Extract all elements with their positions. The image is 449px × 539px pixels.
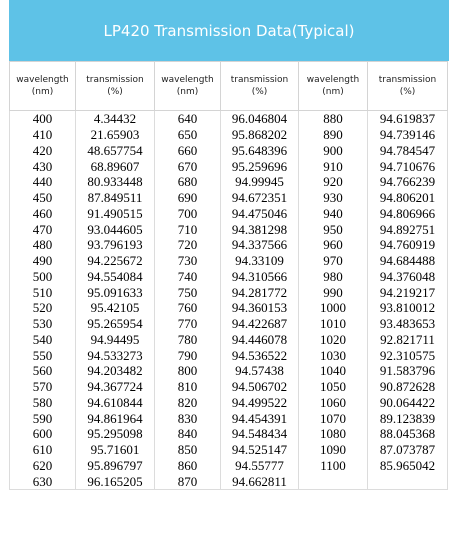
wavelength-cell: 580	[10, 395, 76, 411]
table-body	[10, 111, 448, 490]
header-transmission-1: transmission (%)	[76, 62, 155, 111]
wavelength-cell: 420	[10, 143, 76, 159]
wavelength-cell: 640	[155, 111, 221, 127]
wavelength-cell: 590	[10, 410, 76, 426]
wavelength-cell: 650	[155, 127, 221, 143]
table-row	[10, 221, 448, 237]
table-row	[10, 158, 448, 174]
wavelength-cell: 710	[155, 221, 221, 237]
page-title: LP420 Transmission Data(Typical)	[103, 21, 355, 40]
transmission-cell: 94.55777	[221, 458, 299, 474]
wavelength-cell: 810	[155, 379, 221, 395]
transmission-cell: 68.89607	[76, 158, 155, 174]
transmission-cell: 80.933448	[76, 174, 155, 190]
transmission-cell: 95.259696	[221, 158, 299, 174]
wavelength-cell: 480	[10, 237, 76, 253]
transmission-cell: 87.073787	[368, 442, 448, 458]
transmission-cell: 94.57438	[221, 363, 299, 379]
transmission-cell: 94.281772	[221, 284, 299, 300]
wavelength-cell: 750	[155, 284, 221, 300]
wavelength-cell: 450	[10, 190, 76, 206]
wavelength-cell: 490	[10, 253, 76, 269]
transmission-cell: 94.454391	[221, 410, 299, 426]
title-banner	[9, 0, 449, 61]
table-row	[10, 410, 448, 426]
header-wavelength-3: wavelength (nm)	[299, 62, 368, 111]
table-row	[10, 253, 448, 269]
wavelength-cell: 560	[10, 363, 76, 379]
wavelength-cell: 620	[10, 458, 76, 474]
table-row	[10, 426, 448, 442]
table-row	[10, 347, 448, 363]
transmission-cell: 91.490515	[76, 206, 155, 222]
wavelength-cell: 440	[10, 174, 76, 190]
wavelength-cell: 510	[10, 284, 76, 300]
transmission-cell: 95.091633	[76, 284, 155, 300]
transmission-cell: 94.610844	[76, 395, 155, 411]
wavelength-cell: 540	[10, 332, 76, 348]
wavelength-cell: 1000	[299, 300, 368, 316]
transmission-cell: 94.533273	[76, 347, 155, 363]
wavelength-cell: 630	[10, 473, 76, 489]
table-row	[10, 395, 448, 411]
table-row	[10, 332, 448, 348]
transmission-cell: 91.583796	[368, 363, 448, 379]
wavelength-cell: 400	[10, 111, 76, 127]
wavelength-cell: 1070	[299, 410, 368, 426]
transmission-cell: 94.672351	[221, 190, 299, 206]
transmission-cell: 87.849511	[76, 190, 155, 206]
table-row	[10, 363, 448, 379]
wavelength-cell: 520	[10, 300, 76, 316]
transmission-cell: 88.045368	[368, 426, 448, 442]
header-transmission-3: transmission (%)	[368, 62, 448, 111]
table-row	[10, 269, 448, 285]
transmission-cell: 94.525147	[221, 442, 299, 458]
wavelength-cell: 1100	[299, 458, 368, 474]
wavelength-cell: 780	[155, 332, 221, 348]
wavelength-cell: 700	[155, 206, 221, 222]
wavelength-cell: 760	[155, 300, 221, 316]
wavelength-cell: 730	[155, 253, 221, 269]
transmission-cell: 94.892751	[368, 221, 448, 237]
transmission-cell: 94.861964	[76, 410, 155, 426]
transmission-cell: 90.064422	[368, 395, 448, 411]
wavelength-cell: 1050	[299, 379, 368, 395]
wavelength-cell: 1030	[299, 347, 368, 363]
wavelength-cell	[299, 473, 368, 489]
wavelength-cell: 790	[155, 347, 221, 363]
wavelength-cell: 800	[155, 363, 221, 379]
wavelength-cell: 970	[299, 253, 368, 269]
wavelength-cell: 880	[299, 111, 368, 127]
wavelength-cell: 920	[299, 174, 368, 190]
wavelength-cell: 940	[299, 206, 368, 222]
wavelength-cell: 980	[299, 269, 368, 285]
transmission-cell: 94.367724	[76, 379, 155, 395]
transmission-cell: 92.310575	[368, 347, 448, 363]
header-wavelength-1: wavelength (nm)	[10, 62, 76, 111]
transmission-cell: 94.662811	[221, 473, 299, 489]
wavelength-cell: 610	[10, 442, 76, 458]
transmission-cell: 94.360153	[221, 300, 299, 316]
wavelength-cell: 740	[155, 269, 221, 285]
wavelength-cell: 430	[10, 158, 76, 174]
wavelength-cell: 680	[155, 174, 221, 190]
transmission-cell: 93.796193	[76, 237, 155, 253]
transmission-cell: 94.710676	[368, 158, 448, 174]
transmission-cell: 94.506702	[221, 379, 299, 395]
wavelength-cell: 690	[155, 190, 221, 206]
transmission-cell: 94.766239	[368, 174, 448, 190]
wavelength-cell: 500	[10, 269, 76, 285]
wavelength-cell: 660	[155, 143, 221, 159]
header-row	[10, 62, 448, 111]
table-row	[10, 442, 448, 458]
transmission-cell: 94.381298	[221, 221, 299, 237]
wavelength-cell: 720	[155, 237, 221, 253]
wavelength-cell: 770	[155, 316, 221, 332]
transmission-cell: 95.71601	[76, 442, 155, 458]
table-row	[10, 300, 448, 316]
transmission-cell: 92.821711	[368, 332, 448, 348]
wavelength-cell: 910	[299, 158, 368, 174]
transmission-cell: 95.42105	[76, 300, 155, 316]
wavelength-cell: 850	[155, 442, 221, 458]
transmission-cell: 96.165205	[76, 473, 155, 489]
transmission-table	[9, 61, 448, 490]
wavelength-cell: 670	[155, 158, 221, 174]
wavelength-cell: 960	[299, 237, 368, 253]
table-row	[10, 143, 448, 159]
wavelength-cell: 820	[155, 395, 221, 411]
wavelength-cell: 1060	[299, 395, 368, 411]
transmission-cell	[368, 473, 448, 489]
wavelength-cell: 860	[155, 458, 221, 474]
transmission-cell: 89.123839	[368, 410, 448, 426]
wavelength-cell: 530	[10, 316, 76, 332]
transmission-cell: 94.337566	[221, 237, 299, 253]
transmission-cell: 4.34432	[76, 111, 155, 127]
wavelength-cell: 840	[155, 426, 221, 442]
table-row	[10, 190, 448, 206]
wavelength-cell: 950	[299, 221, 368, 237]
wavelength-cell: 550	[10, 347, 76, 363]
wavelength-cell: 1040	[299, 363, 368, 379]
transmission-cell: 21.65903	[76, 127, 155, 143]
transmission-cell: 95.868202	[221, 127, 299, 143]
wavelength-cell: 460	[10, 206, 76, 222]
table-row	[10, 379, 448, 395]
transmission-cell: 94.203482	[76, 363, 155, 379]
wavelength-cell: 900	[299, 143, 368, 159]
wavelength-cell: 890	[299, 127, 368, 143]
transmission-cell: 94.225672	[76, 253, 155, 269]
transmission-cell: 94.219217	[368, 284, 448, 300]
transmission-cell: 94.475046	[221, 206, 299, 222]
transmission-cell: 94.446078	[221, 332, 299, 348]
transmission-cell: 94.422687	[221, 316, 299, 332]
table-row	[10, 473, 448, 489]
wavelength-cell: 410	[10, 127, 76, 143]
table-row	[10, 284, 448, 300]
transmission-cell: 93.044605	[76, 221, 155, 237]
transmission-cell: 94.548434	[221, 426, 299, 442]
transmission-cell: 93.810012	[368, 300, 448, 316]
transmission-cell: 48.657754	[76, 143, 155, 159]
transmission-cell: 94.376048	[368, 269, 448, 285]
table-row	[10, 458, 448, 474]
transmission-cell: 94.739146	[368, 127, 448, 143]
wavelength-cell: 870	[155, 473, 221, 489]
transmission-cell: 94.684488	[368, 253, 448, 269]
wavelength-cell: 1010	[299, 316, 368, 332]
table-row	[10, 174, 448, 190]
table-row	[10, 206, 448, 222]
transmission-cell: 94.33109	[221, 253, 299, 269]
wavelength-cell: 830	[155, 410, 221, 426]
table-row	[10, 237, 448, 253]
table-row	[10, 127, 448, 143]
wavelength-cell: 470	[10, 221, 76, 237]
transmission-cell: 95.295098	[76, 426, 155, 442]
wavelength-cell: 600	[10, 426, 76, 442]
table-row	[10, 316, 448, 332]
transmission-cell: 93.483653	[368, 316, 448, 332]
transmission-cell: 94.619837	[368, 111, 448, 127]
header-transmission-2: transmission (%)	[221, 62, 299, 111]
wavelength-cell: 990	[299, 284, 368, 300]
header-wavelength-2: wavelength (nm)	[155, 62, 221, 111]
transmission-cell: 94.554084	[76, 269, 155, 285]
transmission-cell: 94.99945	[221, 174, 299, 190]
transmission-cell: 95.648396	[221, 143, 299, 159]
wavelength-cell: 1090	[299, 442, 368, 458]
transmission-cell: 95.896797	[76, 458, 155, 474]
wavelength-cell: 570	[10, 379, 76, 395]
wavelength-cell: 930	[299, 190, 368, 206]
transmission-cell: 94.310566	[221, 269, 299, 285]
transmission-cell: 95.265954	[76, 316, 155, 332]
transmission-cell: 94.94495	[76, 332, 155, 348]
transmission-cell: 96.046804	[221, 111, 299, 127]
transmission-cell: 85.965042	[368, 458, 448, 474]
table-row	[10, 111, 448, 127]
transmission-cell: 94.806966	[368, 206, 448, 222]
transmission-cell: 94.536522	[221, 347, 299, 363]
transmission-cell: 94.806201	[368, 190, 448, 206]
wavelength-cell: 1080	[299, 426, 368, 442]
wavelength-cell: 1020	[299, 332, 368, 348]
transmission-cell: 94.760919	[368, 237, 448, 253]
transmission-cell: 90.872628	[368, 379, 448, 395]
transmission-cell: 94.784547	[368, 143, 448, 159]
transmission-cell: 94.499522	[221, 395, 299, 411]
